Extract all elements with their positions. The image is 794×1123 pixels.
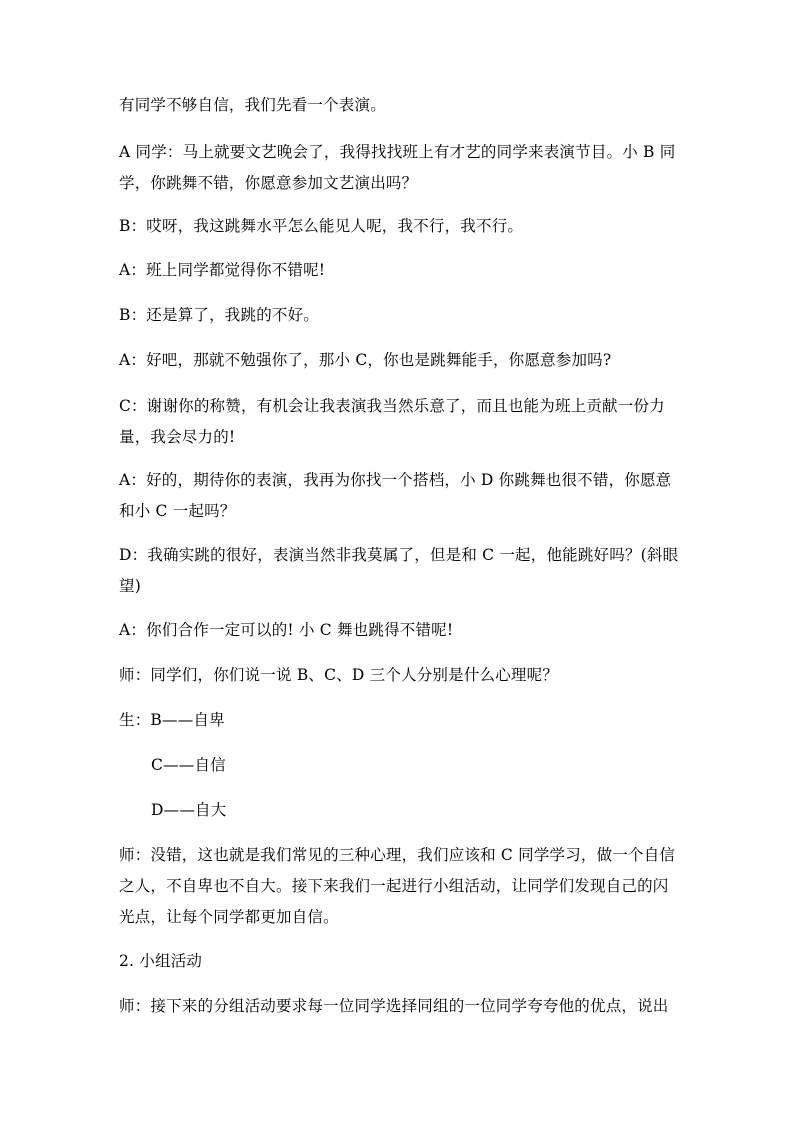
paragraph-a-asks-d: A：好的，期待你的表演，我再为你找一个搭档，小 D 你跳舞也很不错，你愿意和小 C 一起吗？ [119, 471, 672, 520]
paragraph-student-answer-d: D——自大 [151, 801, 227, 819]
section-heading-group-activity: 2. 小组活动 [119, 952, 203, 970]
paragraph-a-reassures: A：你们合作一定可以的! 小 C 舞也跳得不错呢! [119, 621, 454, 639]
paragraph-a-asks-c: A：好吧，那就不勉强你了，那小 C，你也是跳舞能手，你愿意参加吗? [119, 351, 612, 369]
paragraph-b-declines: B：哎呀，我这跳舞水平怎么能见人呢，我不行，我不行。 [119, 217, 524, 235]
paragraph-teacher-question: 师：同学们，你们说一说 B、C、D 三个人分别是什么心理呢？ [119, 666, 559, 684]
paragraph-intro: 有同学不够自信，我们先看一个表演。 [119, 96, 386, 114]
paragraph-a-invites-b: A 同学：马上就要文艺晚会了，我得找找班上有才艺的同学来表演节目。小 B 同学，你跳舞不错，你愿意参加文艺演出吗？ [119, 143, 676, 192]
paragraph-student-answer-c: C——自信 [151, 756, 226, 774]
paragraph-c-accepts: C：谢谢你的称赞，有机会让我表演我当然乐意了，而且也能为班上贡献一份力量，我会尽力的! [119, 397, 665, 446]
paragraph-teacher-summary: 师：没错，这也就是我们常见的三种心理，我们应该和 C 同学学习，做一个自信之人，不自卑也不自大。接下来我们一起进行小组活动，让同学们发现自己的闪光点，让每个同学都更加自信。 [119, 846, 676, 926]
paragraph-activity-instructions: 师：接下来的分组活动要求每一位同学选择同组的一位同学夸夸他的优点，说出 [119, 997, 669, 1015]
paragraph-student-answer-b: 生：B——自卑 [119, 711, 225, 729]
paragraph-a-encourages: A：班上同学都觉得你不错呢! [119, 261, 326, 279]
paragraph-d-responds: D：我确实跳的很好，表演当然非我莫属了，但是和 C 一起，他能跳好吗？(斜眼望) [119, 546, 679, 595]
paragraph-b-refuses: B：还是算了，我跳的不好。 [119, 306, 319, 324]
